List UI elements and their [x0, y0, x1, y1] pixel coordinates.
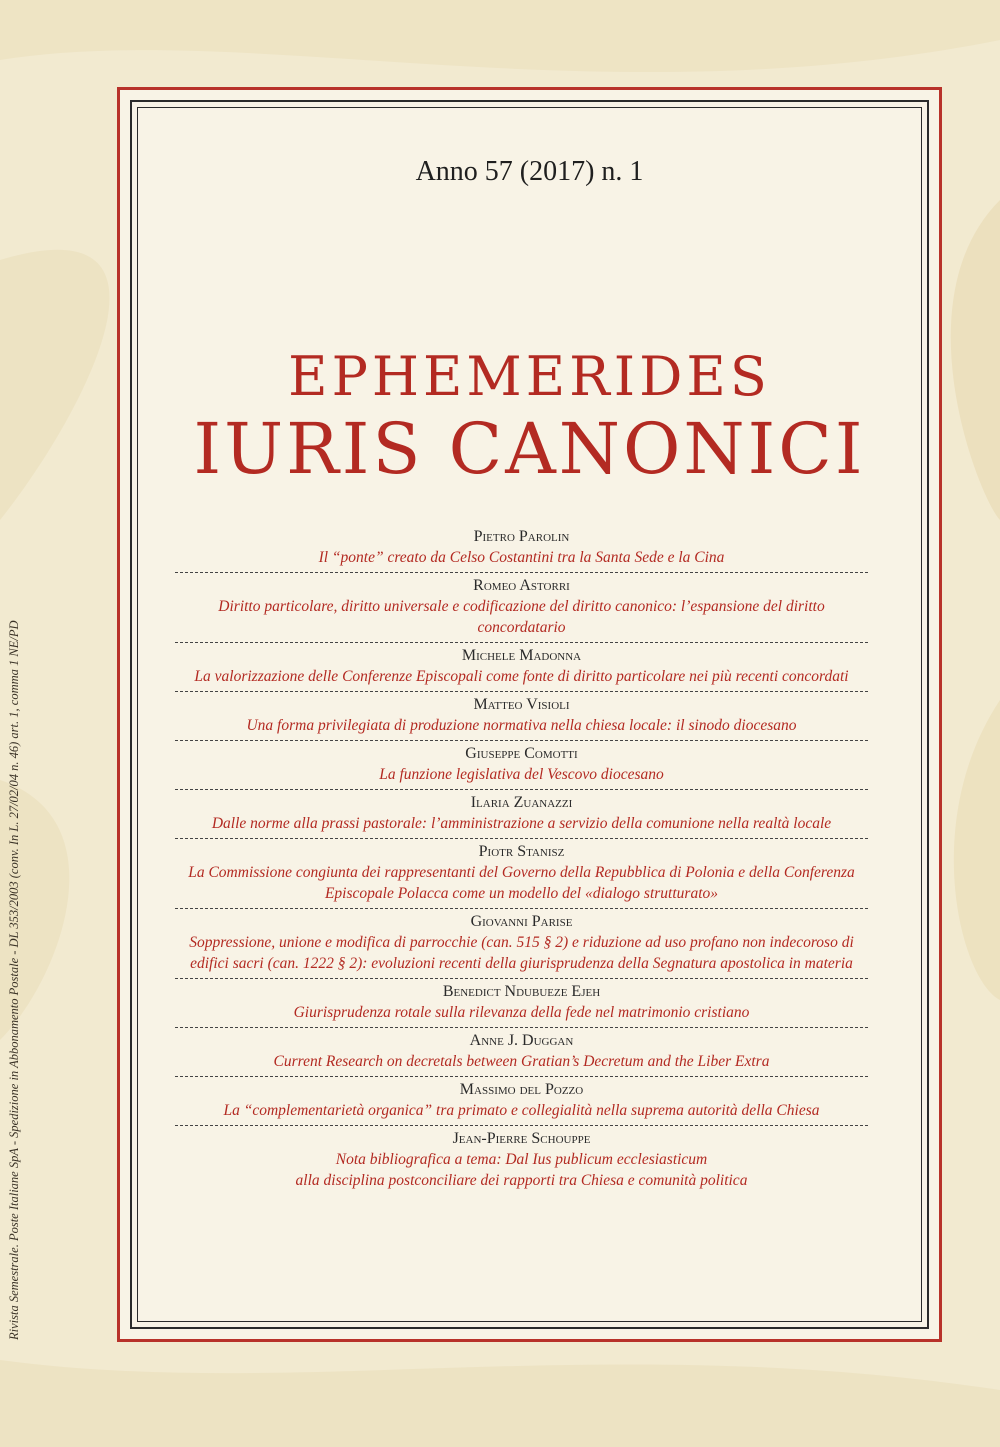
spine-text: Rivista Semestrale. Poste Italiane SpA - Spedizione in Abbonamento Postale - DL 353/2003 (conv. In L. 27/02/04 n. 46) art. 1, comma 1 NE/PD — [7, 620, 21, 1340]
toc-article-title: La valorizzazione delle Conferenze Episcopali come fonte di diritto particolare nei più recenti concordati — [194, 668, 849, 685]
toc-entry — [175, 839, 868, 904]
toc-author: Anne J. Duggan — [469, 1032, 574, 1049]
toc-author: Romeo Astorri — [473, 577, 570, 594]
toc-article-title: Soppressione, unione e modifica di parrocchie (can. 515 § 2) e riduzione ad uso profano non indecoroso di — [189, 934, 854, 951]
toc-article-title: Giurisprudenza rotale sulla rilevanza della fede nel matrimonio cristiano — [293, 1004, 750, 1021]
toc-entry — [175, 573, 868, 638]
toc-entry — [175, 790, 868, 834]
toc-article-title: Una forma privilegiata di produzione normativa nella chiesa locale: il sinodo diocesano — [246, 717, 797, 734]
toc-article-title: edifici sacri (can. 1222 § 2): evoluzioni recenti della giurisprudenza della Segnatura apostolica in materia — [190, 955, 853, 972]
toc-article-title: Episcopale Polacca come un modello del «dialogo strutturato» — [324, 885, 719, 902]
toc-entry — [175, 524, 868, 568]
toc-entry — [175, 979, 868, 1023]
toc-article-title: Dalle norme alla prassi pastorale: l’amministrazione a servizio della comunione nella realtà locale — [211, 815, 832, 832]
toc-author: Giovanni Parise — [470, 913, 573, 930]
journal-title-line-1: EPHEMERIDES — [288, 345, 771, 408]
toc-author: Massimo del Pozzo — [459, 1081, 584, 1098]
spine-notice — [7, 620, 24, 1340]
toc-article-title: Nota bibliografica a tema: Dal Ius publicum ecclesiasticum — [335, 1151, 708, 1168]
toc-author: Michele Madonna — [461, 647, 582, 664]
cover-frame — [117, 87, 942, 1342]
toc-article-title: alla disciplina postconciliare dei rapporti tra Chiesa e comunità politica — [295, 1172, 748, 1189]
toc-author: Pietro Parolin — [473, 528, 570, 545]
toc-article-title: La Commissione congiunta dei rappresentanti del Governo della Repubblica di Polonia e della Conferenza — [188, 864, 855, 881]
toc-entry — [175, 741, 868, 785]
toc-author: Matteo Visioli — [473, 696, 570, 713]
toc-author: Piotr Stanisz — [478, 843, 565, 860]
toc-article-title: Current Research on decretals between Gratian’s Decretum and the Liber Extra — [273, 1053, 770, 1070]
toc-entry — [175, 692, 868, 736]
toc-entry — [175, 1126, 868, 1191]
toc-article-title: Il “ponte” creato da Celso Costantini tra la Santa Sede e la Cina — [318, 549, 725, 566]
journal-title-line-2: IURIS CANONICI — [193, 408, 866, 490]
toc-entry — [175, 1028, 868, 1072]
toc-entry — [175, 909, 868, 974]
toc-article-title: La funzione legislativa del Vescovo diocesano — [379, 766, 664, 783]
toc-entry — [175, 643, 868, 687]
toc-article-title: La “complementarietà organica” tra primato e collegialità nella suprema autorità della Chiesa — [223, 1102, 820, 1119]
toc-author: Ilaria Zuanazzi — [470, 794, 573, 811]
issue-number: Anno 57 (2017) n. 1 — [415, 156, 644, 187]
toc-author: Giuseppe Comotti — [465, 745, 578, 762]
toc-article-title: Diritto particolare, diritto universale e codificazione del diritto canonico: l’espansione del diritto concordatario — [218, 598, 825, 636]
toc-author: Benedict Ndubueze Ejeh — [442, 983, 601, 1000]
toc-entry — [175, 1077, 868, 1121]
table-of-contents — [175, 524, 868, 1191]
toc-author: Jean-Pierre Schouppe — [452, 1130, 591, 1147]
